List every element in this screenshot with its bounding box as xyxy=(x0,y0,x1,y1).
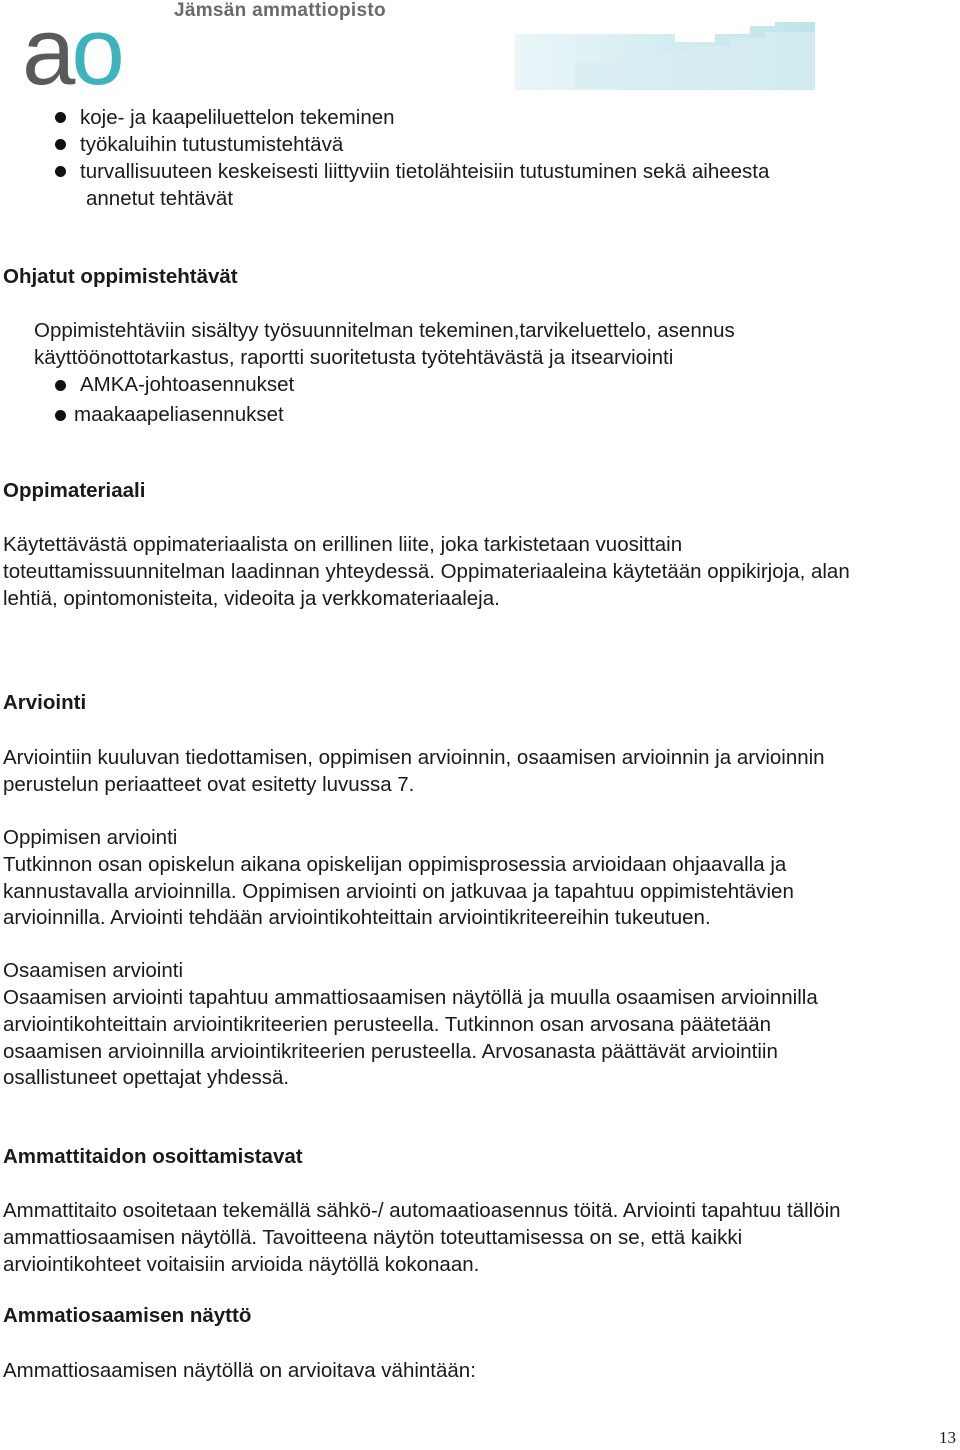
section-heading: Ammatiosaamisen näyttö xyxy=(3,1304,252,1327)
paragraph-line: arvioinnilla. Arviointi tehdään arviointikohteittain arviointikriteereihin tukeutuen. xyxy=(3,906,711,929)
stairs-graphic xyxy=(515,22,815,90)
bullet-text: turvallisuuteen keskeisesti liittyviin tietolähteisiin tutustuminen sekä aiheesta xyxy=(80,160,770,183)
bullet-icon xyxy=(55,410,66,421)
bullet-icon xyxy=(55,139,66,150)
paragraph-line: lehtiä, opintomonisteita, videoita ja verkkomateriaaleja. xyxy=(3,587,500,610)
paragraph-line: arviointikohteittain arviointikriteerien perusteella. Tutkinnon osan arvosana päätetään xyxy=(3,1013,772,1036)
subsection-title: Osaamisen arviointi xyxy=(3,959,184,982)
bullet-icon xyxy=(55,380,66,391)
paragraph-line: Käytettävästä oppimateriaalista on erillinen liite, joka tarkistetaan vuosittain xyxy=(3,533,683,556)
paragraph-line: Oppimistehtäviin sisältyy työsuunnitelman tekeminen,tarvikeluettelo, asennus xyxy=(34,319,735,342)
paragraph-line: käyttöönottotarkastus, raportti suoritetusta työtehtävästä ja itsearviointi xyxy=(34,346,674,369)
paragraph-line: Arviointiin kuuluvan tiedottamisen, oppimisen arvioinnin, osaamisen arvioinnin ja arvioinnin xyxy=(3,746,825,769)
page-number: 13 xyxy=(939,1428,956,1447)
bullet-text-continued: annetut tehtävät xyxy=(86,187,234,210)
school-logo xyxy=(22,0,121,105)
section-heading: Arviointi xyxy=(3,691,87,714)
bullet-text: maakaapeliasennukset xyxy=(74,403,284,426)
paragraph-line: perustelun periaatteet ovat esitetty luvussa 7. xyxy=(3,773,415,796)
bullet-icon xyxy=(55,166,66,177)
paragraph-line: Osaamisen arviointi tapahtuu ammattiosaamisen näytöllä ja muulla osaamisen arvioinnilla xyxy=(3,986,818,1009)
subsection-title: Oppimisen arviointi xyxy=(3,826,178,849)
bullet-text: koje- ja kaapeliluettelon tekeminen xyxy=(80,106,395,129)
paragraph-line: Ammattiosaamisen näytöllä on arvioitava vähintään: xyxy=(3,1359,476,1382)
section-heading: Ohjatut oppimistehtävät xyxy=(3,265,238,288)
page-header xyxy=(0,0,960,105)
school-name: Jämsän ammattiopisto xyxy=(174,0,386,21)
paragraph-line: Tutkinnon osan opiskelun aikana opiskelijan oppimisprosessia arvioidaan ohjaavalla ja xyxy=(3,853,787,876)
logo-letter-a: a xyxy=(22,0,72,105)
paragraph-line: arviointikohteet voitaisiin arvioida näytöllä kokonaan. xyxy=(3,1253,480,1276)
paragraph-line: osaamisen arvioinnilla arviointikriteerien perusteella. Arvosanasta päättävät arviointiin xyxy=(3,1040,778,1063)
paragraph-line: kannustavalla arvioinnilla. Oppimisen arviointi on jatkuvaa ja tapahtuu oppimistehtävien xyxy=(3,880,794,903)
bullet-text: AMKA-johtoasennukset xyxy=(80,373,295,396)
paragraph-line: ammattiosaamisen näytöllä. Tavoitteena näytön toteuttamisessa on se, että kaikki xyxy=(3,1226,743,1249)
paragraph-line: Ammattitaito osoitetaan tekemällä sähkö-/ automaatioasennus töitä. Arviointi tapahtuu tällöin xyxy=(3,1199,841,1222)
paragraph-line: osallistuneet opettajat yhdessä. xyxy=(3,1066,290,1089)
section-heading: Ammattitaidon osoittamistavat xyxy=(3,1145,303,1168)
bullet-text: työkaluihin tutustumistehtävä xyxy=(80,133,344,156)
paragraph-line: toteuttamissuunnitelman laadinnan yhteydessä. Oppimateriaaleina käytetään oppikirjoja, alan xyxy=(3,560,850,583)
logo-letter-o: o xyxy=(71,0,121,105)
section-heading: Oppimateriaali xyxy=(3,479,146,502)
bullet-icon xyxy=(55,112,66,123)
